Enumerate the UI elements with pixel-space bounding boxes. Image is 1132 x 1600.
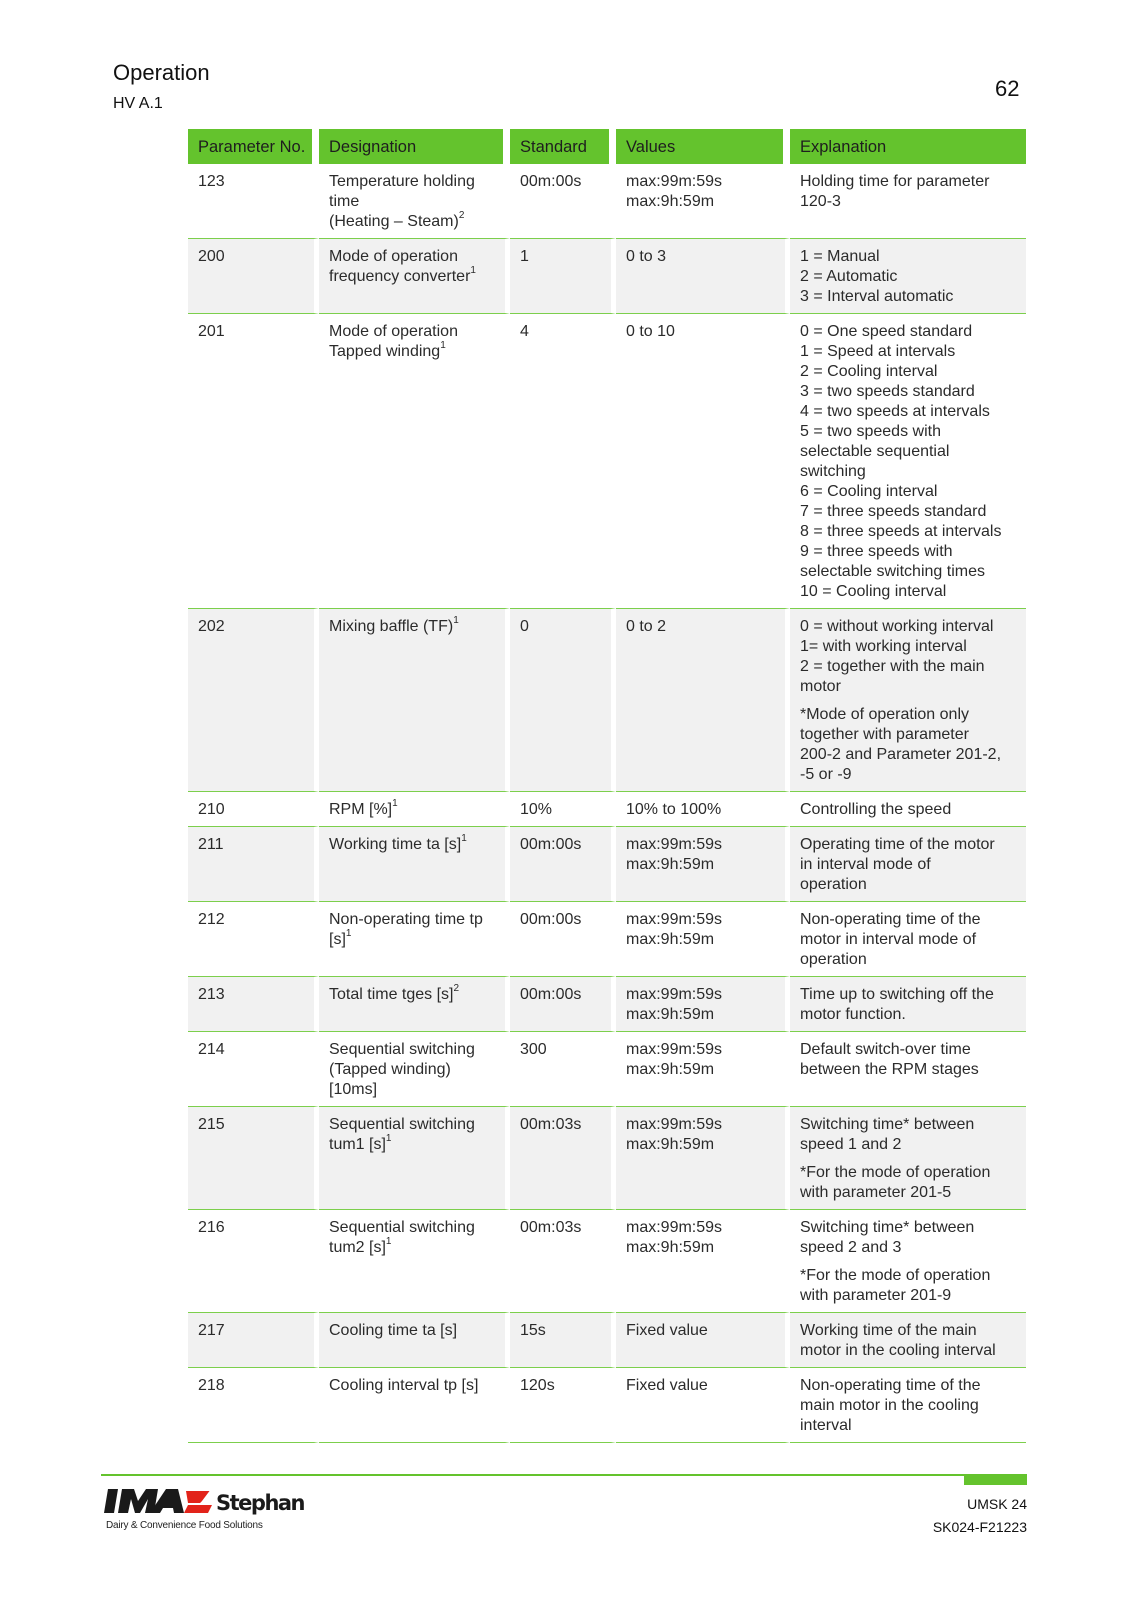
logo-wordmark: Stephan (216, 1491, 305, 1515)
cell-explanation (790, 1368, 1026, 1443)
cell-parameter-no-text: 202 (198, 618, 225, 635)
logo-tagline: Dairy & Convenience Food Solutions (106, 1520, 263, 1531)
cell-values (616, 1210, 790, 1313)
cell-values-text: Fixed value (626, 1377, 708, 1394)
section-title: Operation (113, 60, 210, 85)
cell-standard (510, 1313, 616, 1368)
cell-designation-text: Cooling time ta [s] (329, 1322, 458, 1339)
cell-standard-text: 120s (520, 1377, 555, 1394)
cell-values (616, 609, 790, 792)
cell-designation (319, 902, 510, 977)
cell-designation-text: Sequential switching tum2 [s] (329, 1219, 475, 1256)
cell-parameter-no-text: 211 (198, 836, 224, 853)
cell-explanation-text: Holding time for parameter 120-3 (800, 173, 990, 210)
column-header-explanation: Explanation (790, 129, 1026, 164)
cell-values-text: max:99m:59s max:9h:59m (626, 1116, 723, 1153)
cell-standard-text: 10% (520, 801, 553, 818)
cell-designation (319, 609, 510, 792)
cell-parameter-no (188, 1210, 319, 1313)
cell-designation (319, 1210, 510, 1313)
cell-explanation-text: Operating time of the motor in interval mode of operation (800, 836, 995, 893)
cell-parameter-no-text: 210 (198, 801, 225, 818)
footer-accent-tab (964, 1474, 1027, 1485)
cell-explanation (790, 1107, 1026, 1210)
cell-parameter-no-text: 201 (198, 323, 225, 340)
cell-designation-text: Non-operating time tp [s] (329, 911, 483, 948)
cell-parameter-no (188, 1032, 319, 1107)
cell-designation (319, 1368, 510, 1443)
cell-values (616, 977, 790, 1032)
cell-designation-text: Temperature holding time (Heating – Steam) (329, 173, 475, 230)
table-header-row (188, 129, 1026, 164)
cell-standard-text: 00m:00s (520, 986, 582, 1003)
cell-values-text: 0 to 3 (626, 248, 667, 265)
cell-designation-text: Total time tges [s] (329, 986, 454, 1003)
footnote-marker: 1 (440, 339, 446, 351)
cell-standard-text: 0 (520, 618, 529, 635)
cell-standard-text: 00m:00s (520, 911, 582, 928)
cell-values-text: max:99m:59s max:9h:59m (626, 1219, 723, 1256)
section-subtitle: HV A.1 (113, 95, 163, 112)
cell-designation (319, 239, 510, 314)
footnote-marker: 1 (345, 927, 352, 939)
cell-values (616, 1032, 790, 1107)
cell-values-text: max:99m:59s max:9h:59m (626, 911, 723, 948)
cell-values (616, 792, 790, 827)
cell-parameter-no-text: 214 (198, 1041, 225, 1058)
cell-values (616, 239, 790, 314)
cell-explanation (790, 164, 1026, 239)
cell-standard-text: 00m:00s (520, 173, 582, 190)
footnote-marker: 1 (453, 614, 459, 626)
cell-designation-text: Cooling interval tp [s] (329, 1377, 479, 1394)
column-header-standard: Standard (510, 129, 616, 164)
cell-explanation (790, 827, 1026, 902)
table-row (188, 1210, 1026, 1313)
cell-explanation (790, 977, 1026, 1032)
cell-values-text: 0 to 2 (626, 618, 667, 635)
cell-values-text: max:99m:59s max:9h:59m (626, 986, 723, 1023)
cell-explanation-text: Controlling the speed (800, 801, 952, 818)
table-row (188, 977, 1026, 1032)
cell-explanation (790, 314, 1026, 609)
footnote-marker: 1 (470, 264, 476, 276)
cell-explanation-text: Default switch-over time between the RPM stages (800, 1041, 979, 1078)
cell-parameter-no-text: 217 (198, 1322, 225, 1339)
cell-standard-text: 300 (520, 1041, 547, 1058)
table-row (188, 609, 1026, 792)
cell-parameter-no-text: 200 (198, 248, 225, 265)
document-name: UMSK 24 (967, 1496, 1027, 1512)
column-header-values: Values (616, 129, 790, 164)
cell-designation-text: Sequential switching tum1 [s] (329, 1116, 475, 1153)
ima-stephan-logo-icon (104, 1483, 305, 1517)
cell-standard-text: 4 (520, 323, 529, 340)
explanation-note: *For the mode of operation with parameter 201-9 (800, 1267, 991, 1304)
cell-designation-text: RPM [%] (329, 801, 393, 818)
cell-explanation-text: Non-operating time of the main motor in the cooling interval (800, 1377, 981, 1434)
cell-designation-text: Working time ta [s] (329, 836, 462, 853)
cell-parameter-no-text: 218 (198, 1377, 225, 1394)
cell-standard (510, 1368, 616, 1443)
cell-designation (319, 792, 510, 827)
cell-values (616, 1313, 790, 1368)
page-number: 62 (995, 76, 1020, 101)
cell-explanation (790, 792, 1026, 827)
cell-standard (510, 827, 616, 902)
cell-standard-text: 00m:03s (520, 1219, 582, 1236)
cell-parameter-no (188, 977, 319, 1032)
cell-values-text: max:99m:59s max:9h:59m (626, 173, 723, 210)
footnote-marker: 1 (461, 832, 467, 844)
cell-explanation (790, 1032, 1026, 1107)
cell-parameter-no-text: 216 (198, 1219, 225, 1236)
cell-parameter-no (188, 314, 319, 609)
cell-designation (319, 1107, 510, 1210)
cell-designation-text: Sequential switching (Tapped winding) [10ms] (329, 1041, 475, 1098)
cell-standard (510, 164, 616, 239)
explanation-note: *For the mode of operation with parameter 201-5 (800, 1164, 991, 1201)
cell-standard-text: 00m:03s (520, 1116, 582, 1133)
table-row (188, 792, 1026, 827)
cell-standard (510, 1032, 616, 1107)
cell-values-text: max:99m:59s max:9h:59m (626, 836, 723, 873)
cell-designation-text: Mixing baffle (TF) (329, 618, 454, 635)
cell-parameter-no (188, 792, 319, 827)
cell-parameter-no (188, 827, 319, 902)
cell-standard (510, 977, 616, 1032)
cell-parameter-no (188, 609, 319, 792)
cell-explanation (790, 1210, 1026, 1313)
cell-explanation (790, 902, 1026, 977)
cell-standard (510, 314, 616, 609)
table-row (188, 314, 1026, 609)
cell-values (616, 1107, 790, 1210)
cell-standard (510, 792, 616, 827)
table-row (188, 1032, 1026, 1107)
footnote-marker: 1 (392, 797, 398, 809)
cell-standard (510, 1210, 616, 1313)
table-row (188, 1368, 1026, 1443)
cell-parameter-no (188, 902, 319, 977)
cell-designation-text: Mode of operation Tapped winding (329, 323, 458, 360)
cell-values-text: 0 to 10 (626, 323, 675, 340)
cell-standard-text: 00m:00s (520, 836, 582, 853)
company-logo (104, 1483, 305, 1533)
cell-parameter-no (188, 1107, 319, 1210)
cell-values (616, 827, 790, 902)
cell-explanation-text: 1 = Manual 2 = Automatic 3 = Interval automatic (800, 248, 954, 305)
cell-designation (319, 164, 510, 239)
cell-explanation-text: Switching time* between speed 1 and 2 (800, 1116, 975, 1153)
column-header-designation: Designation (319, 129, 510, 164)
cell-parameter-no-text: 212 (198, 911, 225, 928)
document-code: SK024-F21223 (932, 1519, 1027, 1535)
cell-explanation (790, 609, 1026, 792)
cell-standard (510, 239, 616, 314)
cell-standard (510, 609, 616, 792)
column-header-parameter-no: Parameter No. (188, 129, 319, 164)
cell-parameter-no (188, 1313, 319, 1368)
cell-standard-text: 1 (520, 248, 529, 265)
footnote-marker: 2 (453, 982, 460, 994)
cell-explanation (790, 1313, 1026, 1368)
table-row (188, 902, 1026, 977)
cell-standard (510, 902, 616, 977)
cell-designation (319, 1032, 510, 1107)
cell-values-text: 10% to 100% (626, 801, 722, 818)
footnote-marker: 1 (385, 1132, 392, 1144)
table-row (188, 1313, 1026, 1368)
cell-values (616, 314, 790, 609)
footer-divider (101, 1474, 1027, 1476)
cell-values (616, 1368, 790, 1443)
cell-parameter-no-text: 123 (198, 173, 225, 190)
cell-parameter-no-text: 215 (198, 1116, 225, 1133)
cell-values (616, 164, 790, 239)
cell-explanation-text: Non-operating time of the motor in interval mode of operation (800, 911, 981, 968)
table-row (188, 164, 1026, 239)
cell-standard (510, 1107, 616, 1210)
cell-explanation (790, 239, 1026, 314)
cell-values (616, 902, 790, 977)
footnote-marker: 1 (385, 1235, 392, 1247)
cell-designation (319, 827, 510, 902)
cell-designation (319, 314, 510, 609)
cell-explanation-text: Time up to switching off the motor function. (800, 986, 994, 1023)
table-row (188, 1107, 1026, 1210)
parameter-table (188, 129, 1026, 1443)
cell-designation-text: Mode of operation frequency converter (329, 248, 471, 285)
table-row (188, 239, 1026, 314)
cell-parameter-no (188, 239, 319, 314)
table-row (188, 827, 1026, 902)
cell-explanation-text: 0 = without working interval 1= with working interval 2 = together with the main motor (800, 618, 994, 695)
cell-values-text: max:99m:59s max:9h:59m (626, 1041, 723, 1078)
cell-parameter-no-text: 213 (198, 986, 225, 1003)
explanation-note: *Mode of operation only together with parameter 200-2 and Parameter 201-2, -5 or -9 (800, 706, 1002, 783)
footnote-marker: 2 (458, 209, 465, 221)
cell-standard-text: 15s (520, 1322, 546, 1339)
cell-values-text: Fixed value (626, 1322, 708, 1339)
cell-parameter-no (188, 164, 319, 239)
table-body (188, 164, 1026, 1443)
cell-designation (319, 977, 510, 1032)
cell-designation (319, 1313, 510, 1368)
cell-explanation-text: 0 = One speed standard 1 = Speed at intervals 2 = Cooling interval 3 = two speeds standard 4 = two speeds at intervals 5 = two speeds with selectable sequential switching 6 = Cooling interval 7 = three speeds standard 8 = three speeds at intervals 9 = three speeds with selectable switching times 10 = Cooling interval (800, 323, 1002, 600)
cell-explanation-text: Switching time* between speed 2 and 3 (800, 1219, 975, 1256)
cell-parameter-no (188, 1368, 319, 1443)
cell-explanation-text: Working time of the main motor in the cooling interval (800, 1322, 996, 1359)
